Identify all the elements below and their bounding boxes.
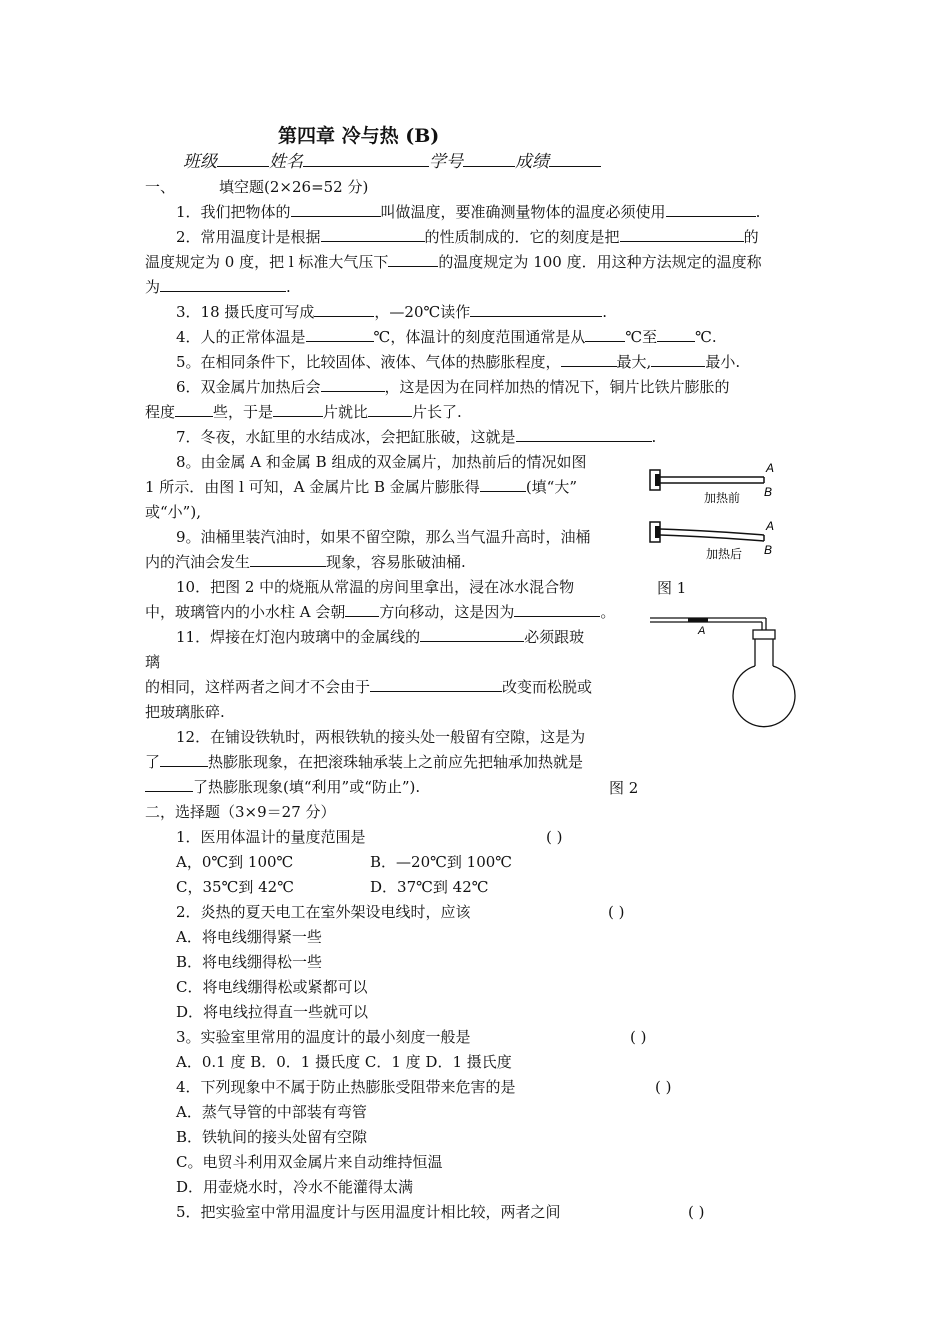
mc4-option-c: C。电贸斗利用双金属片来自动维持恒温 [176,1153,443,1171]
q2-text-a: 2．常用温度计是根据 [176,228,321,246]
mc3-question: 3。实验室里常用的温度计的最小刻度一般是 [176,1028,471,1046]
page-title: 第四章 冷与热 (B) [278,125,440,147]
q8-text-b: 1 所示．由图 l 可知，A 金属片比 B 金属片膨胀得 [145,478,480,496]
q12-text-c: 热膨胀现象，在把滚珠轴承装上之前应先把轴承加热就是 [208,753,584,771]
label-a-after: A [766,519,775,533]
mc1-option-a: A，0℃到 100℃ [176,853,294,871]
label-a-tube: A [698,625,706,637]
q6-blank-3[interactable] [273,402,323,417]
figure2-caption: 图 2 [609,779,639,797]
q9-text-a: 9。油桶里装汽油时，如果不留空隙，那么当气温升高时，油桶 [176,528,591,546]
q6-blank-4[interactable] [368,402,412,417]
q12-line-2 [145,752,583,772]
q7-blank-1[interactable] [516,427,652,442]
mc2-option-d: D．将电线拉得直一些就可以 [176,1003,369,1021]
section2-heading: 二，选择题（3×9＝27 分） [145,803,336,821]
q10-text-b: 中，玻璃管内的小水柱 A 会朝 [145,603,346,621]
q5-text-a: 5。在相同条件下，比较固体、液体、气体的热膨胀程度， [176,353,561,371]
q6-text-c: 程度 [145,403,176,421]
class-label: 班级 [183,152,217,172]
q11-text-f: 把玻璃胀碎. [145,703,225,721]
q2-line-1 [176,227,759,247]
q5-text-b: 最大, [616,353,652,371]
water-column-a [688,618,708,622]
q11-line-1 [176,627,584,647]
number-label: 学号 [429,152,463,172]
q11-line-2 [145,652,160,672]
mc3-options: A．0.1 度 B．0．1 摄氏度 C．1 度 D．1 摄氏度 [176,1053,512,1071]
q10-text-a: 10．把图 2 中的烧瓶从常温的房间里拿出，浸在冰水混合物 [176,578,575,596]
q11-line-3 [145,677,592,697]
q2-text-g: . [286,278,291,296]
q1-text-c: . [755,203,761,221]
q2-text-b: 的性质制成的．它的刻度是把 [424,228,620,246]
q2-blank-2[interactable] [620,227,744,242]
q12-line-3 [145,777,420,797]
flask-neck [755,639,773,666]
q4-text-c: ℃至 [625,328,658,346]
q2-blank-4[interactable] [160,277,286,292]
mc4-option-b: B．铁轨间的接头处留有空隙 [176,1128,368,1146]
score-blank[interactable] [549,152,601,167]
q4-line [176,327,717,347]
mc2-option-b: B．将电线绷得松一些 [176,953,323,971]
q10-text-c: 方向移动，这是因为 [379,603,515,621]
before-heating-label: 加热前 [704,491,741,505]
q10-line-1 [176,577,574,597]
q6-text-f: 片长了. [412,403,462,421]
q3-text-c: . [602,303,608,321]
q7-text-a: 7．冬夜，水缸里的水结成冰，会把缸胀破，这就是 [176,428,516,446]
q4-text-d: ℃. [695,328,717,346]
after-heating-label: 加热后 [706,547,743,561]
q2-text-d: 温度规定为 0 度，把 l 标准大气压下 [145,253,389,271]
q3-line [176,302,607,322]
q10-blank-1[interactable] [345,602,379,617]
label-a-before: A [766,461,775,475]
q2-line-2 [145,252,762,272]
q3-blank-1[interactable] [314,302,374,317]
mc4-option-a: A．蒸气导管的中部装有弯管 [176,1103,367,1121]
mc2-answer-paren[interactable]: ( ) [608,903,625,921]
mc1-answer-paren[interactable]: ( ) [546,828,563,846]
q12-text-b: 了 [145,753,161,771]
mc5-question: 5．把实验室中常用温度计与医用温度计相比较，两者之间 [176,1203,561,1221]
strip-a-after [660,529,764,535]
strip-b-after [660,535,764,541]
q8-text-d: 或“小”), [145,503,201,521]
q1-text-a: 1．我们把物体的 [176,203,291,221]
mc1-option-b: B．—20℃到 100℃ [370,853,513,871]
bimetal-strip-figure [646,458,786,568]
label-b-before: B [764,485,773,499]
q11-blank-1[interactable] [420,627,524,642]
q6-blank-1[interactable] [321,377,385,392]
name-label: 姓名 [269,152,303,172]
mc2-option-c: C．将电线绷得松或紧都可以 [176,978,368,996]
stopper [753,630,775,639]
label-b-after: B [764,543,773,557]
q8-line-3 [145,502,201,522]
q3-text-b: ，—20℃读作 [374,303,471,321]
mc4-question: 4．下列现象中不属于防止热膨胀受阻带来危害的是 [176,1078,516,1096]
q9-text-b: 内的汽油会发生 [145,553,251,571]
q7-line [176,427,656,447]
mc2-option-a: A．将电线绷得紧一些 [176,928,322,946]
mc4-option-d: D．用壶烧水时，冷水不能灌得太满 [176,1178,414,1196]
q5-blank-2[interactable] [651,352,705,367]
section1-title: 填空题(2×26=52 分) [219,178,369,196]
mc4-answer-paren[interactable]: ( ) [655,1078,672,1096]
section1-heading [145,177,368,197]
q5-line [176,352,740,372]
clamp-jaw-after [655,526,660,538]
q8-text-a: 8。由金属 A 和金属 B 组成的双金属片，加热前后的情况如图 [176,453,587,471]
q7-text-b: . [651,428,657,446]
q12-blank-2[interactable] [145,777,193,792]
q5-text-c: 最小. [705,353,741,371]
mc1-option-c: C，35℃到 42℃ [176,878,294,896]
section1-number: 一、 [145,178,176,196]
q11-line-4 [145,702,225,722]
q10-line-2 [145,602,615,622]
student-info-line [183,152,601,172]
clamp-jaw-before [655,474,660,486]
q12-line-1 [176,727,585,747]
number-blank[interactable] [463,152,515,167]
q11-text-c: 璃 [145,653,161,671]
q6-text-a: 6．双金属片加热后会 [176,378,321,396]
q2-line-3 [145,277,291,297]
flask-bulb [733,666,795,727]
q11-blank-2[interactable] [370,677,502,692]
q1-text-b: 叫做温度，要准确测量物体的温度必须使用 [380,203,666,221]
mc3-answer-paren[interactable]: ( ) [630,1028,647,1046]
q6-line-1 [176,377,730,397]
q11-text-d: 的相同，这样两者之间才不会由于 [145,678,371,696]
q3-blank-2[interactable] [470,302,602,317]
q4-text-b: ℃，体温计的刻度范围通常是从 [373,328,586,346]
q9-line-1 [176,527,591,547]
figure1-caption: 图 1 [657,579,687,597]
mc1-question: 1．医用体温计的量度范围是 [176,828,366,846]
mc1-option-d: D．37℃到 42℃ [370,878,489,896]
q9-line-2 [145,552,466,572]
q1-line [176,202,760,222]
q1-blank-2[interactable] [666,202,756,217]
q2-blank-3[interactable] [388,252,438,267]
class-blank[interactable] [217,152,269,167]
q2-text-f: 为 [145,278,161,296]
mc2-question: 2．炎热的夏天电工在室外架设电线时，应该 [176,903,471,921]
q10-blank-2[interactable] [514,602,600,617]
name-blank[interactable] [303,152,429,167]
q11-text-b: 必须跟玻 [524,628,585,646]
q4-blank-2[interactable] [585,327,625,342]
q8-line-2 [145,477,577,497]
q3-text-a: 3．18 摄氏度可写成 [176,303,315,321]
q12-blank-1[interactable] [160,752,208,767]
q2-text-c: 的 [743,228,759,246]
q5-blank-1[interactable] [561,352,617,367]
q8-text-c: (填“大” [525,478,578,496]
q4-blank-1[interactable] [306,327,374,342]
mc5-answer-paren[interactable]: ( ) [688,1203,705,1221]
score-label: 成绩 [515,152,549,172]
q9-blank-1[interactable] [250,552,326,567]
q10-text-d: 。 [600,603,616,621]
flask-figure [648,608,798,730]
q12-text-e: 了热膨胀现象(填“利用”或“防止”). [193,778,421,796]
q8-blank-1[interactable] [480,477,526,492]
q12-text-a: 12．在铺设铁轨时，两根铁轨的接头处一般留有空隙，这是为 [176,728,586,746]
q6-text-e: 片就比 [323,403,369,421]
q2-text-e: 的温度规定为 100 度．用这种方法规定的温度称 [438,253,762,271]
q1-blank-1[interactable] [291,202,381,217]
q11-text-e: 改变而松脱或 [502,678,593,696]
q11-text-a: 11．焊接在灯泡内玻璃中的金属线的 [176,628,421,646]
q6-text-d: 些，于是 [213,403,274,421]
q9-text-c: 现象，容易胀破油桶. [326,553,466,571]
q4-blank-3[interactable] [657,327,695,342]
q6-text-b: ，这是因为在同样加热的情况下，铜片比铁片膨胀的 [384,378,730,396]
q2-blank-1[interactable] [321,227,425,242]
q6-blank-2[interactable] [175,402,213,417]
q4-text-a: 4．人的正常体温是 [176,328,306,346]
q6-line-2 [145,402,462,422]
q8-line-1 [176,452,586,472]
